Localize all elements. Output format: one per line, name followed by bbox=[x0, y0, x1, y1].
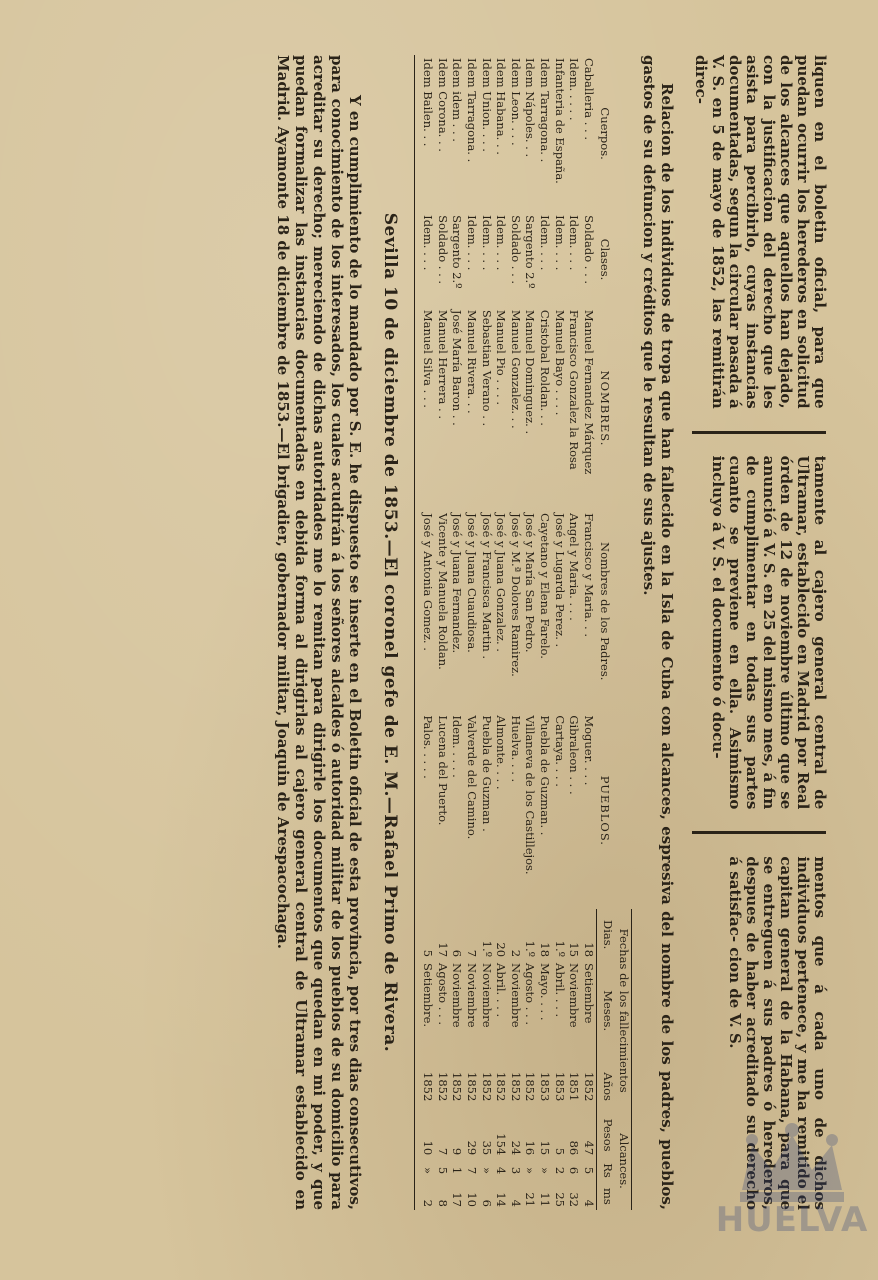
cell-mes: Agosto . . . bbox=[523, 963, 538, 1026]
cell-nombre: Manuel Rivera. . . bbox=[465, 309, 480, 414]
cell-cuerpo: Idem idem . . . bbox=[450, 58, 465, 142]
table-row bbox=[435, 55, 450, 1210]
cell-pesos: 5 bbox=[552, 1147, 567, 1156]
cell-nombre: Manuel Fernandez Márquez bbox=[582, 309, 597, 475]
cell-ano: 1852 bbox=[421, 1072, 436, 1102]
cell-pesos: 86 bbox=[567, 1140, 582, 1156]
header-alcances: Alcances. bbox=[615, 1112, 631, 1210]
header-meses: Meses. bbox=[596, 960, 615, 1061]
cell-cuerpo: Idem Tarragona. . bbox=[465, 58, 480, 163]
cell-nombre: José María Baron . . bbox=[450, 309, 465, 426]
cell-cuerpo: Infanteria de España. bbox=[552, 58, 567, 184]
cell-dia: 1.º bbox=[479, 940, 494, 958]
intro-column-left: liquen en el boletin oficial, para que puedan ocurrir los herederos en solicitud de los alcances que aquellos han dejado, con la justificacion del derecho que les asista para percibirlo, cuyas instancias documentadas, segun la circular pasada á V. S. en 5 de mayo de 1852, las remitirán direc- bbox=[692, 55, 829, 409]
cell-clase: Soldado . . . bbox=[435, 215, 450, 285]
table-row bbox=[523, 55, 538, 1210]
cell-pueblo: Idem. . . . . bbox=[450, 715, 465, 778]
stamp-word: HUELVA bbox=[715, 1200, 869, 1240]
cell-dia: 1.º bbox=[523, 940, 538, 958]
intro-column-middle: tamente al cajero general central de Ultramar, establecido en Madrid por Real órden de 12 de noviembre último que se anunció á V. S. en 25 del mismo mes, á fin de cumplimentar en todas sus partes cuanto se previene en ella. Asimismo incluyo á V. S. el documento ó docu- bbox=[709, 455, 829, 810]
cell-padres: José y M.ª Dolores Ramirez. bbox=[508, 513, 523, 677]
cell-nombre: Manuel Bayo . . . . bbox=[552, 309, 567, 416]
cell-dia: 6 bbox=[450, 949, 465, 958]
cell-cuerpo: Idem. . . . . bbox=[567, 58, 582, 121]
cell-rs: 5 bbox=[581, 1166, 596, 1175]
relation-heading: Relacion de los individuos de tropa que han fallecido en la Isla de Cuba con alcances, espresiva del nombre de los padres, pueblos, gastos de su defuncion y créditos que le resultan de sus ajustes. bbox=[640, 55, 676, 1210]
cell-ms: 10 bbox=[465, 1192, 480, 1207]
header-padres: Nombres de los Padres. bbox=[597, 542, 612, 681]
cell-ano: 1852 bbox=[581, 1072, 596, 1102]
cell-ms: 6 bbox=[479, 1199, 494, 1207]
cell-rs: » bbox=[523, 1166, 538, 1175]
cell-pueblo: Moguer. . . . bbox=[582, 715, 597, 786]
signature-line: Sevilla 10 de diciembre de 1853.—El coronel gefe de E. M.—Rafael Primo de Rivera. bbox=[379, 212, 400, 1053]
cell-rs: 7 bbox=[465, 1166, 480, 1175]
cell-padres: Angel y Maria. . . . bbox=[567, 513, 582, 621]
cell-clase: Idem. . . . bbox=[552, 215, 567, 271]
header-cuerpos: Cuerpos. bbox=[597, 107, 612, 160]
footer-paragraph: Y en cumplimiento de lo mandado por S. E. he dispuesto se inserte en el Boletin oficial de esta provincia, por tres dias consecutivos, para conocimiento de los interesados, los cuales acudirán á los señores alcaldes ó autoridad militar de los pueblos de su domicilio para acreditar su derecho; mereciendo de dichas autoridades me lo remitan para dirigirle los documentos que quedan en mi poder, y que puedan formalizar las instancias documentadas en debida forma al dirigirlas al cajero general central de Ultramar establecido en Madrid. Ayamonte 18 de diciembre de 1853.—El brigadier, gobernador militar, Joaquin de Arespacochaga. bbox=[273, 55, 364, 1210]
cell-padres: José y Francisca Martin . bbox=[479, 513, 494, 660]
deceased-soldiers-table bbox=[421, 55, 632, 1210]
cell-nombre: Manuel Pio . . . . bbox=[494, 309, 509, 405]
cell-pesos: 10 bbox=[421, 1140, 436, 1156]
cell-dia: 15 bbox=[567, 942, 582, 958]
cell-cuerpo: Idem Nápoles. . . bbox=[523, 58, 538, 158]
cell-ano: 1852 bbox=[450, 1072, 465, 1102]
cell-ano: 1852 bbox=[523, 1072, 538, 1102]
header-pueblos: PUEBLOS. bbox=[597, 775, 612, 846]
cell-padres: José y María San Pedro. bbox=[523, 513, 538, 653]
cell-cuerpo: Idem Habana. . . bbox=[494, 58, 509, 155]
cell-mes: Noviembre bbox=[465, 963, 480, 1028]
cell-mes: Noviembre bbox=[450, 963, 465, 1028]
cell-ms: 32 bbox=[567, 1192, 582, 1207]
cell-pueblo: Puebla de Guzman . bbox=[479, 715, 494, 832]
table-row bbox=[508, 55, 523, 1210]
table-row bbox=[421, 55, 436, 1210]
cell-ms: 25 bbox=[552, 1192, 567, 1207]
header-fechas: Fechas de los fallecimientos bbox=[615, 909, 631, 1112]
cell-padres: Vicente y Manuela Roldan. bbox=[435, 513, 450, 670]
cell-mes: Noviembre bbox=[479, 963, 494, 1028]
header-nombres: NOMBRES. bbox=[597, 370, 612, 447]
cell-rs: » bbox=[538, 1166, 553, 1175]
cell-pesos: 47 bbox=[581, 1140, 596, 1156]
table-row bbox=[537, 55, 552, 1210]
cell-rs: 2 bbox=[552, 1166, 567, 1175]
cell-pesos: 29 bbox=[465, 1140, 480, 1156]
column-rule bbox=[692, 831, 826, 834]
cell-cuerpo: Idem Union. . . . bbox=[479, 58, 494, 152]
table-body bbox=[421, 55, 597, 1210]
cell-ms: 2 bbox=[421, 1199, 436, 1207]
cell-pueblo: Lucena del Puerto. bbox=[435, 715, 450, 826]
header-ms: ms bbox=[596, 1183, 615, 1210]
cell-padres: Francisco y Maria. . . bbox=[582, 513, 597, 638]
cell-pueblo: Gibraleon . . . bbox=[567, 715, 582, 795]
cell-pueblo: Cartaya. . . . bbox=[552, 715, 567, 787]
table-row bbox=[567, 55, 582, 1210]
cell-mes: Mayo. . . . bbox=[538, 963, 553, 1021]
cell-cuerpo: Idem Corona. . . bbox=[435, 58, 450, 152]
cell-pueblo: Puebla de Guzman. . bbox=[538, 715, 553, 836]
cell-pueblo: Palos. . . . . bbox=[421, 715, 436, 779]
cell-mes: Noviembre bbox=[508, 963, 523, 1028]
cell-rs: 5 bbox=[435, 1166, 450, 1175]
cell-nombre: Manuel Dominguez. . bbox=[523, 309, 538, 435]
cell-padres: Cayetano y Elena Farelo. bbox=[538, 513, 553, 659]
cell-pesos: 7 bbox=[435, 1147, 450, 1156]
table-row bbox=[581, 55, 596, 1210]
cell-pesos: 16 bbox=[523, 1140, 538, 1156]
cell-pesos: 154 bbox=[494, 1133, 509, 1156]
cell-dia: 7 bbox=[465, 949, 480, 958]
cell-rs: » bbox=[421, 1166, 436, 1175]
intro-column-right: mentos que á cada uno de dichos individuos pertenece, y me ha remitido el capitan general de la Habana, para que se entreguen á sus padres ó herederos, despues de haber acreditado su derecho á satisfac- cion de V. S. bbox=[726, 856, 829, 1211]
cell-dia: 18 bbox=[538, 942, 553, 958]
cell-nombre: Manuel Herrera . . bbox=[435, 309, 450, 420]
table-row bbox=[450, 55, 465, 1210]
cell-mes: Setiembre. bbox=[421, 963, 436, 1028]
cell-pueblo: Villaneva de los Castillejos. bbox=[523, 715, 538, 875]
header-pesos: Pesos bbox=[596, 1112, 615, 1158]
cell-rs: 4 bbox=[494, 1166, 509, 1175]
cell-padres: José y Juana Cuaudiosa. bbox=[465, 513, 480, 653]
cell-ms: 8 bbox=[435, 1199, 450, 1207]
cell-ms: 4 bbox=[581, 1199, 596, 1207]
cell-ano: 1853 bbox=[552, 1072, 567, 1102]
archive-stamp bbox=[712, 1110, 872, 1240]
cell-pueblo: Almonte. . . . bbox=[494, 715, 509, 790]
cell-padres: José y Juana Fernandez. bbox=[450, 513, 465, 654]
table-row bbox=[464, 55, 479, 1210]
header-rs: Rs bbox=[596, 1158, 615, 1183]
cell-clase: Idem. . . . bbox=[494, 215, 509, 271]
cell-pesos: 15 bbox=[538, 1140, 553, 1156]
cell-clase: Idem. . . . bbox=[479, 215, 494, 271]
header-dias: Dias. bbox=[596, 909, 615, 960]
cell-rs: 1 bbox=[450, 1166, 465, 1175]
cell-clase: Idem. . . . bbox=[567, 215, 582, 271]
cell-cuerpo: Idem Leon. . . . bbox=[508, 58, 523, 146]
cell-ms: 14 bbox=[494, 1192, 509, 1207]
cell-clase: Idem. . . . bbox=[421, 215, 436, 271]
column-rule bbox=[692, 431, 826, 434]
cell-dia: 18 bbox=[581, 942, 596, 958]
cell-clase: Soldado . . . bbox=[508, 215, 523, 285]
cell-nombre: Sebastian Verano . . bbox=[479, 309, 494, 427]
header-anos: Años bbox=[596, 1061, 615, 1112]
cell-nombre: Manuel Silva . . . bbox=[421, 309, 436, 408]
cell-pueblo: Valverde del Camino. bbox=[465, 715, 480, 840]
cell-pesos: 9 bbox=[450, 1147, 465, 1156]
table-row bbox=[552, 55, 567, 1210]
cell-ano: 1851 bbox=[567, 1072, 582, 1102]
cell-mes: Abril. . . . bbox=[552, 963, 567, 1018]
cell-ms: 17 bbox=[450, 1192, 465, 1207]
cell-dia: 5 bbox=[421, 949, 436, 958]
table-row bbox=[479, 55, 494, 1210]
cell-pesos: 24 bbox=[508, 1140, 523, 1156]
cell-ano: 1852 bbox=[479, 1072, 494, 1102]
crown-emblem-icon bbox=[712, 1110, 872, 1210]
cell-mes: Setiembre bbox=[581, 963, 596, 1024]
cell-clase: Sargento 2.º bbox=[450, 215, 465, 289]
table-row bbox=[494, 55, 509, 1210]
cell-ms: 4 bbox=[508, 1199, 523, 1207]
cell-pesos: 35 bbox=[479, 1140, 494, 1156]
cell-dia: 2 bbox=[508, 949, 523, 958]
intro-columns bbox=[692, 55, 828, 1210]
cell-clase: Sargento 2.º bbox=[523, 215, 538, 289]
cell-ano: 1852 bbox=[435, 1072, 450, 1102]
cell-mes: Noviembre bbox=[567, 963, 582, 1028]
cell-ano: 1852 bbox=[465, 1072, 480, 1102]
cell-ano: 1853 bbox=[538, 1072, 553, 1102]
header-clases: Clases. bbox=[597, 238, 612, 281]
cell-rs: 3 bbox=[508, 1166, 523, 1175]
cell-nombre: Manuel Gonzalez. . . bbox=[508, 309, 523, 429]
cell-nombre: Cristobal Roldan. . . bbox=[538, 309, 553, 426]
cell-padres: José y Antonia Gomez. . bbox=[421, 513, 436, 651]
cell-ms: 21 bbox=[523, 1192, 538, 1207]
cell-nombre: Francisco Gonzalez la Rosa bbox=[567, 309, 582, 470]
cell-rs: 6 bbox=[567, 1166, 582, 1175]
cell-mes: Abril. . . . bbox=[494, 963, 509, 1018]
cell-padres: José y Juana Gonzalez. . bbox=[494, 513, 509, 652]
cell-ano: 1852 bbox=[508, 1072, 523, 1102]
cell-clase: Idem. . . . bbox=[465, 215, 480, 271]
cell-cuerpo: Idem Bailen. . . bbox=[421, 58, 436, 147]
cell-padres: José y Lugarda Perez. . bbox=[552, 513, 567, 648]
table-bottom-rule bbox=[414, 55, 415, 1210]
cell-dia: 20 bbox=[494, 942, 509, 958]
cell-rs: » bbox=[479, 1166, 494, 1175]
cell-cuerpo: Idem Tarragona. . bbox=[538, 58, 553, 163]
cell-mes: Agosto . . . bbox=[435, 963, 450, 1026]
cell-cuerpo: Caballeria . . . bbox=[582, 58, 597, 140]
cell-clase: Idem. . . . bbox=[538, 215, 553, 271]
cell-clase: Soldado . . . bbox=[582, 215, 597, 285]
cell-ms: 11 bbox=[538, 1192, 553, 1207]
cell-dia: 17 bbox=[435, 942, 450, 958]
cell-ano: 1852 bbox=[494, 1072, 509, 1102]
cell-dia: 1.º bbox=[552, 940, 567, 958]
cell-pueblo: Huelva. . . . bbox=[508, 715, 523, 783]
